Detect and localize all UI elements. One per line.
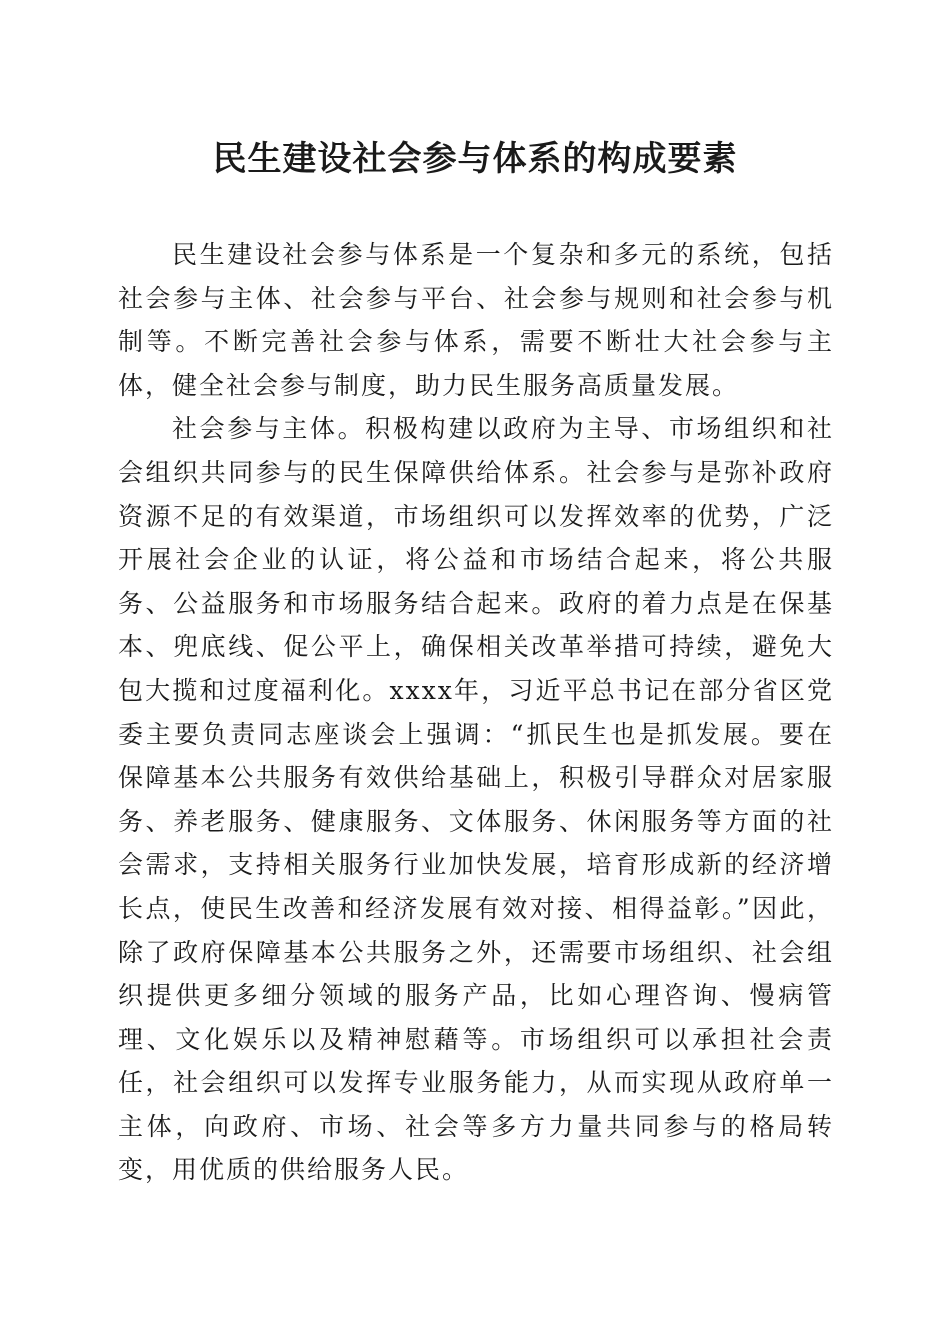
document-title: 民生建设社会参与体系的构成要素 bbox=[212, 139, 738, 179]
document-body bbox=[118, 233, 834, 1192]
paragraph-intro: 民生建设社会参与体系是一个复杂和多元的系统，包括社会参与主体、社会参与平台、社会参与规则和社会参与机制等。不断完善社会参与体系，需要不断壮大社会参与主体，健全社会参与制度，助力民生服务高质量发展。 bbox=[118, 240, 834, 400]
paragraph-participation-subjects: 社会参与主体。积极构建以政府为主导、市场组织和社会组织共同参与的民生保障供给体系。社会参与是弥补政府资源不足的有效渠道，市场组织可以发挥效率的优势，广泛开展社会企业的认证，将公益和市场结合起来，将公共服务、公益服务和市场服务结合起来。政府的着力点是在保基本、兜底线、促公平上，确保相关改革举措可持续，避免大包大揽和过度福利化。xxxx年，习近平总书记在部分省区党委主要负责同志座谈会上强调：“抓民生也是抓发展。要在保障基本公共服务有效供给基础上，积极引导群众对居家服务、养老服务、健康服务、文体服务、休闲服务等方面的社会需求，支持相关服务行业加快发展，培育形成新的经济增长点，使民生改善和经济发展有效对接、相得益彰。”因此，除了政府保障基本公共服务之外，还需要市场组织、社会组织提供更多细分领域的服务产品，比如心理咨询、慢病管理、文化娱乐以及精神慰藉等。市场组织可以承担社会责任，社会组织可以发挥专业服务能力，从而实现从政府单一主体，向政府、市场、社会等多方力量共同参与的格局转变，用优质的供给服务人民。 bbox=[118, 414, 834, 1185]
